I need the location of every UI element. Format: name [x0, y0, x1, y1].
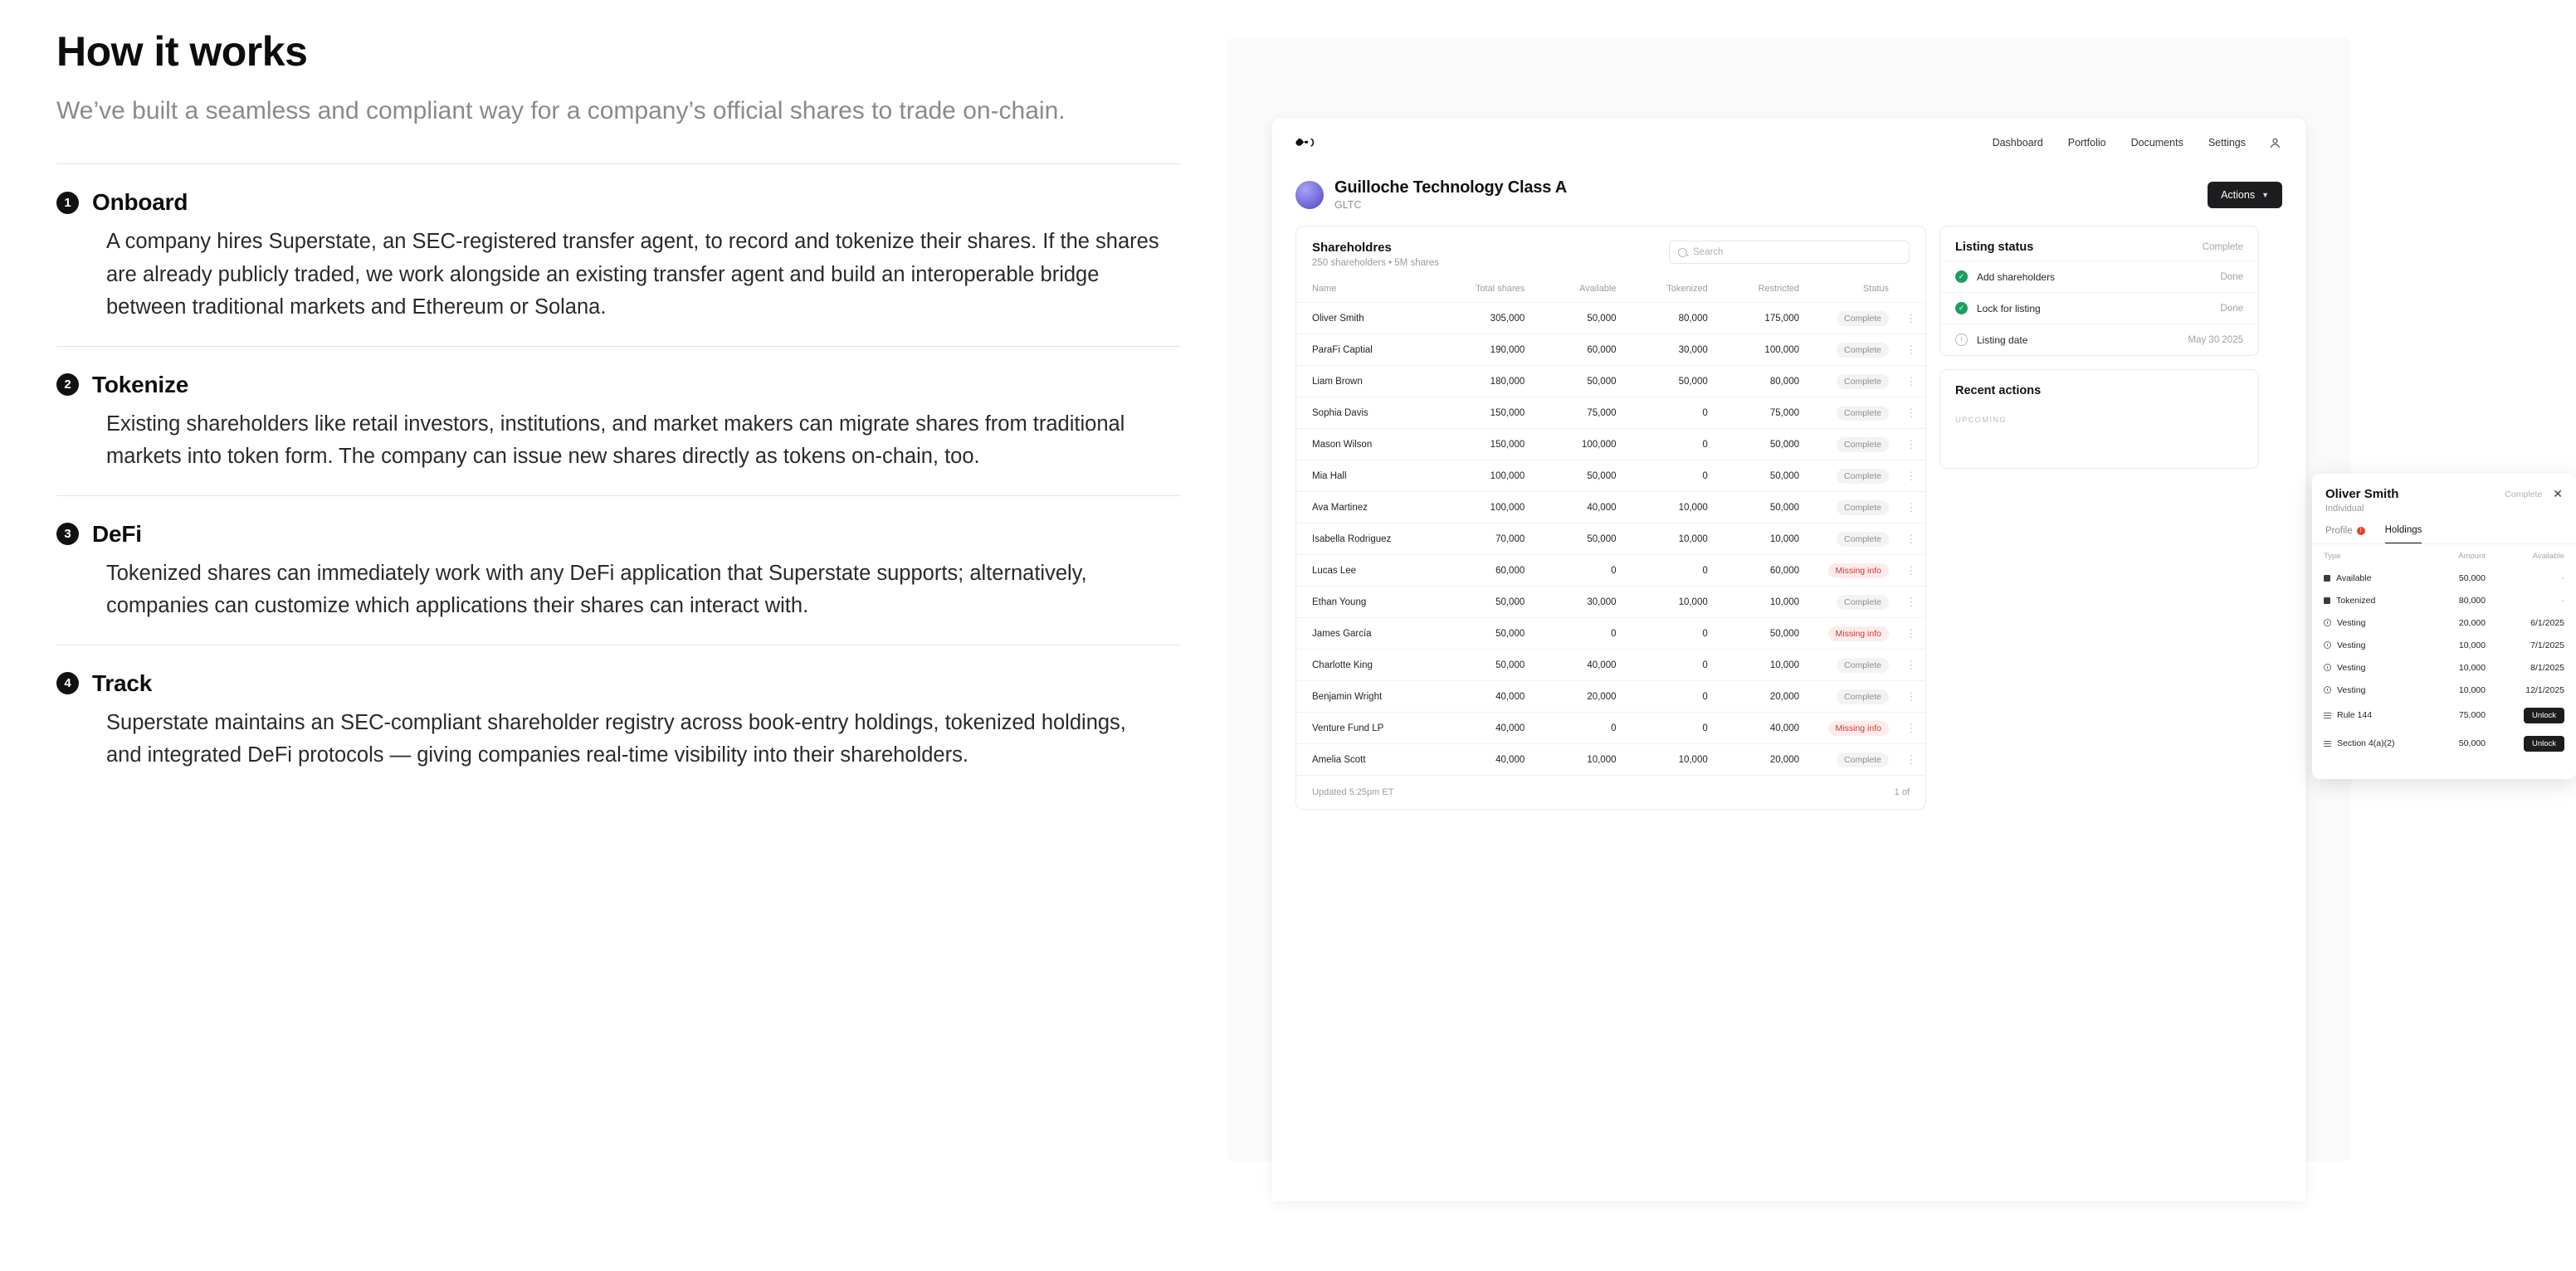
table-row[interactable] — [1296, 713, 1925, 744]
cell-holding-type — [2312, 679, 2418, 701]
cell-total-shares: 180,000 — [1442, 366, 1533, 397]
product-showcase-panel — [1227, 37, 2564, 1161]
step-number: 2 — [56, 373, 79, 396]
step-number: 1 — [56, 192, 79, 214]
page-title: How it works — [56, 28, 308, 75]
step-body: Existing shareholders like retail investors, institutions, and market makers can migrate shares from traditional markets into token form. The company can issue new shares directly as tokens on-chain, too. — [106, 411, 1125, 469]
cell-holding-amount: 10,000 — [2458, 684, 2486, 695]
table-header-row — [1296, 279, 1925, 303]
cell-available: 20,000 — [1533, 681, 1624, 713]
row-menu-icon[interactable]: ⋮ — [1897, 523, 1925, 555]
cell-tokenized: 0 — [1625, 618, 1716, 650]
actions-button-label: Actions — [2221, 188, 2256, 201]
recent-actions-kicker: UPCOMING — [1955, 416, 2007, 425]
holding-type-label: Vesting — [2337, 617, 2366, 628]
shareholders-title: Shareholdres — [1312, 241, 1392, 255]
tab-holdings[interactable] — [2385, 525, 2422, 543]
col-holding-available: Available — [2532, 552, 2564, 561]
step-onboard — [56, 164, 1185, 346]
cell-total-shares: 100,000 — [1442, 460, 1533, 492]
shareholders-titles — [1312, 241, 1439, 268]
cell-name: Lucas Lee — [1296, 555, 1442, 587]
company-name: Guilloche Technology Class A — [1334, 178, 1568, 197]
row-menu-icon[interactable]: ⋮ — [1897, 334, 1925, 366]
shareholders-table — [1296, 279, 1925, 775]
status-badge: Complete — [1837, 469, 1889, 484]
cell-name: James García — [1296, 618, 1442, 650]
square-icon — [2324, 597, 2330, 604]
row-menu-icon[interactable]: ⋮ — [1897, 744, 1925, 776]
clock-icon — [2324, 619, 2331, 626]
cell-status — [1808, 681, 1897, 713]
status-badge: Complete — [1837, 500, 1889, 515]
user-avatar-icon[interactable] — [2267, 135, 2282, 150]
cell-name: Charlotte King — [1296, 650, 1442, 681]
cell-restricted: 60,000 — [1716, 555, 1808, 587]
company-header — [1272, 167, 2305, 226]
cell-holding-amount: 75,000 — [2458, 710, 2486, 720]
col-status[interactable]: Status — [1862, 284, 1889, 294]
cell-holding-available — [2497, 729, 2576, 757]
cell-name: Ava Martinez — [1296, 492, 1442, 523]
cell-available: 75,000 — [1533, 397, 1624, 429]
cell-status — [1808, 492, 1897, 523]
cell-available: 50,000 — [1533, 460, 1624, 492]
listing-step-lock-for-listing[interactable] — [1940, 292, 2258, 324]
col-total-shares[interactable]: Total shares — [1475, 284, 1525, 294]
cell-status — [1808, 334, 1897, 366]
cell-total-shares: 40,000 — [1442, 681, 1533, 713]
step-body: A company hires Superstate, an SEC-registered transfer agent, to record and tokenize their shares. If the shares are already publicly traded, we work alongside an existing transfer agent and build an interoperable bridge between traditional markets and Ethereum or Solana. — [106, 230, 1159, 319]
cell-name: ParaFi Captial — [1296, 334, 1442, 366]
drawer-status-badge: Complete — [2505, 489, 2543, 499]
nav-item-dashboard[interactable]: Dashboard — [1992, 137, 2043, 149]
listing-step-listing-date[interactable] — [1940, 324, 2258, 355]
cell-restricted: 20,000 — [1716, 744, 1808, 776]
step-track — [56, 645, 1185, 794]
table-row[interactable] — [1296, 334, 1925, 366]
cell-total-shares: 40,000 — [1442, 713, 1533, 744]
status-badge: Complete — [1837, 752, 1889, 767]
cell-name: Amelia Scott — [1296, 744, 1442, 776]
cell-status — [1808, 618, 1897, 650]
cell-restricted: 80,000 — [1716, 366, 1808, 397]
check-circle-icon: ✓ — [1955, 302, 1968, 314]
cell-holding-type — [2312, 729, 2418, 757]
table-footer — [1296, 775, 1925, 809]
drawer-header — [2312, 474, 2576, 514]
cell-holding-type — [2312, 567, 2418, 589]
cell-tokenized: 0 — [1625, 460, 1716, 492]
row-menu-icon[interactable]: ⋮ — [1897, 681, 1925, 713]
col-name[interactable]: Name — [1312, 284, 1337, 294]
cell-total-shares: 50,000 — [1442, 650, 1533, 681]
cell-available: 30,000 — [1533, 587, 1624, 618]
holding-type-label: Section 4(a)(2) — [2337, 738, 2395, 748]
chevron-down-icon: ▼ — [2261, 190, 2269, 199]
cell-tokenized: 80,000 — [1625, 303, 1716, 334]
holdings-table — [2312, 544, 2576, 757]
step-defi — [56, 496, 1185, 645]
cell-holding-type — [2312, 701, 2418, 729]
row-menu-icon[interactable]: ⋮ — [1897, 618, 1925, 650]
cell-total-shares: 70,000 — [1442, 523, 1533, 555]
company-identity — [1334, 178, 1567, 211]
step-body: Superstate maintains an SEC-compliant shareholder registry across book-entry holdings, tokenized holdings, and integrated DeFi protocols — giving companies real-time visibility into their shareholders. — [106, 710, 1126, 767]
how-it-works-section — [56, 28, 1185, 794]
holdings-table-body — [2312, 567, 2576, 757]
square-icon — [2324, 575, 2330, 582]
nav-links — [1993, 137, 2246, 149]
drawer-shareholder-type: Individual — [2325, 504, 2364, 514]
cell-available: 50,000 — [1533, 366, 1624, 397]
holdings-table-header — [2312, 544, 2576, 567]
cell-tokenized: 0 — [1625, 681, 1716, 713]
cell-name: Mia Hall — [1296, 460, 1442, 492]
cell-tokenized: 0 — [1625, 429, 1716, 460]
cell-holding-available: 12/1/2025 — [2525, 684, 2564, 695]
cell-name: Venture Fund LP — [1296, 713, 1442, 744]
bars-icon — [2324, 740, 2331, 748]
row-menu-icon[interactable]: ⋮ — [1897, 397, 1925, 429]
cell-tokenized: 0 — [1625, 650, 1716, 681]
table-row[interactable] — [1296, 587, 1925, 618]
close-icon[interactable]: ✕ — [2553, 487, 2563, 500]
status-badge: Missing info — [1828, 721, 1889, 736]
cell-holding-type — [2312, 634, 2418, 656]
actions-button[interactable] — [2208, 182, 2282, 208]
step-title: Onboard — [92, 189, 188, 216]
table-row[interactable] — [1296, 555, 1925, 587]
cell-total-shares: 60,000 — [1442, 555, 1533, 587]
company-ticker: GLTC — [1334, 199, 1362, 211]
cell-available: 10,000 — [1533, 744, 1624, 776]
cell-holding-amount: 50,000 — [2458, 738, 2486, 748]
step-tokenize — [56, 347, 1185, 495]
table-row[interactable] — [1296, 460, 1925, 492]
clock-icon — [2324, 686, 2331, 694]
cell-restricted: 75,000 — [1716, 397, 1808, 429]
recent-actions-title: Recent actions — [1955, 384, 2042, 397]
nav-item-settings[interactable]: Settings — [2208, 137, 2246, 149]
cell-status — [1808, 650, 1897, 681]
search-placeholder: Search — [1693, 247, 1724, 257]
row-menu-icon[interactable]: ⋮ — [1897, 366, 1925, 397]
cell-name: Ethan Young — [1296, 587, 1442, 618]
holdings-row — [2312, 656, 2576, 679]
cell-restricted: 10,000 — [1716, 650, 1808, 681]
cell-tokenized: 30,000 — [1625, 334, 1716, 366]
table-body — [1296, 303, 1925, 776]
company-logo-icon — [1295, 181, 1324, 209]
holding-type-label: Tokenized — [2336, 595, 2376, 606]
table-row[interactable] — [1296, 366, 1925, 397]
holding-type-label: Rule 144 — [2337, 710, 2373, 720]
status-badge: Missing info — [1828, 626, 1889, 641]
clock-icon — [1955, 334, 1968, 346]
status-badge: Complete — [1837, 311, 1889, 326]
app-body — [1272, 226, 2305, 810]
cell-status — [1808, 366, 1897, 397]
row-menu-icon[interactable]: ⋮ — [1897, 555, 1925, 587]
status-badge: Complete — [1837, 595, 1889, 610]
holdings-row — [2312, 634, 2576, 656]
shareholders-card — [1295, 226, 1926, 810]
cell-available: 40,000 — [1533, 650, 1624, 681]
cell-tokenized: 0 — [1625, 713, 1716, 744]
infinity-logo-icon[interactable] — [1295, 134, 1314, 152]
cell-available: 0 — [1533, 713, 1624, 744]
cell-holding-available — [2497, 567, 2576, 589]
status-badge: Complete — [1837, 689, 1889, 704]
table-row[interactable] — [1296, 650, 1925, 681]
table-row[interactable] — [1296, 681, 1925, 713]
listing-step-value: Done — [2220, 271, 2243, 282]
step-number: 4 — [56, 672, 79, 694]
col-holding-type: Type — [2324, 552, 2341, 561]
listing-status-badge: Complete — [2202, 242, 2243, 252]
tab-profile[interactable] — [2325, 525, 2365, 543]
holdings-row — [2312, 589, 2576, 611]
clock-icon — [2324, 664, 2331, 671]
status-badge: Complete — [1837, 406, 1889, 421]
col-restricted[interactable]: Restricted — [1758, 284, 1799, 294]
recent-actions-header — [1940, 370, 2258, 407]
cell-available: 40,000 — [1533, 492, 1624, 523]
table-row[interactable] — [1296, 303, 1925, 334]
listing-step-add-shareholders[interactable] — [1940, 261, 2258, 292]
holding-type-label: Vesting — [2337, 640, 2366, 650]
col-menu — [1897, 279, 1925, 303]
cell-tokenized: 0 — [1625, 397, 1716, 429]
step-title: Track — [92, 670, 153, 696]
listing-step-value: Done — [2220, 303, 2243, 314]
cell-tokenized: 50,000 — [1625, 366, 1716, 397]
cell-restricted: 10,000 — [1716, 523, 1808, 555]
right-column — [1939, 226, 2259, 810]
cell-holding-available: 6/1/2025 — [2530, 617, 2564, 628]
cell-status — [1808, 397, 1897, 429]
cell-restricted: 20,000 — [1716, 681, 1808, 713]
cell-total-shares: 50,000 — [1442, 587, 1533, 618]
table-row[interactable] — [1296, 618, 1925, 650]
cell-holding-amount: 80,000 — [2458, 595, 2486, 606]
holdings-row — [2312, 701, 2576, 729]
empty-value: - — [2561, 572, 2564, 583]
col-holding-amount: Amount — [2458, 552, 2486, 561]
cell-status — [1808, 555, 1897, 587]
tab-profile-label: Profile — [2325, 525, 2353, 536]
shareholders-subtitle: 250 shareholders • 5M shares — [1312, 258, 1439, 268]
updated-timestamp: Updated 5:25pm ET — [1312, 787, 1394, 797]
step-header — [56, 189, 1185, 216]
bars-icon — [2324, 712, 2331, 719]
cell-restricted: 175,000 — [1716, 303, 1808, 334]
cell-name: Sophia Davis — [1296, 397, 1442, 429]
cell-tokenized: 10,000 — [1625, 587, 1716, 618]
row-menu-icon[interactable]: ⋮ — [1897, 303, 1925, 334]
step-title: Tokenize — [92, 371, 189, 397]
cell-status — [1808, 587, 1897, 618]
table-row[interactable] — [1296, 492, 1925, 523]
cell-name: Oliver Smith — [1296, 303, 1442, 334]
cell-holding-available — [2497, 589, 2576, 611]
holding-type-label: Available — [2336, 572, 2372, 583]
listing-status-header — [1940, 226, 2258, 261]
cell-holding-type — [2312, 656, 2418, 679]
cell-available: 50,000 — [1533, 523, 1624, 555]
cell-restricted: 40,000 — [1716, 713, 1808, 744]
holdings-header-row — [2312, 544, 2576, 567]
cell-total-shares: 100,000 — [1442, 492, 1533, 523]
holding-type-label: Vesting — [2337, 662, 2366, 673]
listing-step-label: Add shareholders — [1977, 270, 2056, 283]
cell-holding-available: 7/1/2025 — [2530, 640, 2564, 650]
unlock-button[interactable]: Unlock — [2524, 736, 2564, 752]
cell-restricted: 50,000 — [1716, 460, 1808, 492]
holdings-row — [2312, 611, 2576, 634]
cell-total-shares: 150,000 — [1442, 397, 1533, 429]
cell-holding-available: 8/1/2025 — [2530, 662, 2564, 673]
status-badge: Complete — [1837, 437, 1889, 452]
cell-status — [1808, 713, 1897, 744]
holdings-row — [2312, 729, 2576, 757]
listing-status-title: Listing status — [1955, 241, 2034, 254]
status-badge: Complete — [1837, 374, 1889, 389]
nav-item-portfolio[interactable]: Portfolio — [2067, 137, 2106, 149]
holding-type-label: Vesting — [2337, 684, 2366, 695]
row-menu-icon[interactable]: ⋮ — [1897, 492, 1925, 523]
listing-step-label: Lock for listing — [1977, 302, 2041, 314]
holdings-row — [2312, 679, 2576, 701]
cell-restricted: 50,000 — [1716, 429, 1808, 460]
cell-status — [1808, 460, 1897, 492]
app-window-mock — [1272, 119, 2564, 1201]
step-header — [56, 521, 1185, 548]
table-row[interactable] — [1296, 429, 1925, 460]
empty-value: - — [2561, 595, 2564, 606]
cell-holding-amount: 10,000 — [2458, 662, 2486, 673]
cell-tokenized: 0 — [1625, 555, 1716, 587]
cell-holding-amount: 20,000 — [2458, 617, 2486, 628]
row-menu-icon[interactable]: ⋮ — [1897, 713, 1925, 744]
search-input[interactable] — [1669, 241, 1910, 264]
cell-holding-type — [2312, 589, 2418, 611]
cell-holding-type — [2312, 611, 2418, 634]
shareholders-card-header — [1296, 226, 1925, 279]
status-badge: Complete — [1837, 658, 1889, 673]
table-row[interactable] — [1296, 744, 1925, 776]
cell-total-shares: 150,000 — [1442, 429, 1533, 460]
listing-status-card — [1939, 226, 2259, 356]
cell-status — [1808, 303, 1897, 334]
nav-item-documents[interactable]: Documents — [2130, 137, 2183, 149]
drawer-shareholder-name: Oliver Smith — [2325, 487, 2399, 501]
cell-available: 100,000 — [1533, 429, 1624, 460]
check-circle-icon: ✓ — [1955, 270, 1968, 283]
step-header — [56, 372, 1185, 398]
cell-name: Benjamin Wright — [1296, 681, 1442, 713]
cell-holding-amount: 50,000 — [2458, 572, 2486, 583]
cell-tokenized: 10,000 — [1625, 523, 1716, 555]
cell-name: Mason Wilson — [1296, 429, 1442, 460]
holdings-row — [2312, 567, 2576, 589]
cell-restricted: 50,000 — [1716, 618, 1808, 650]
table-header — [1296, 279, 1925, 303]
cell-total-shares: 305,000 — [1442, 303, 1533, 334]
row-menu-icon[interactable]: ⋮ — [1897, 587, 1925, 618]
recent-actions-card — [1939, 369, 2259, 469]
cell-tokenized: 10,000 — [1625, 492, 1716, 523]
cell-name: Liam Brown — [1296, 366, 1442, 397]
cell-holding-amount: 10,000 — [2458, 640, 2486, 650]
cell-name: Isabella Rodriguez — [1296, 523, 1442, 555]
cell-total-shares: 190,000 — [1442, 334, 1533, 366]
row-menu-icon[interactable]: ⋮ — [1897, 650, 1925, 681]
listing-step-label: Listing date — [1977, 334, 2028, 346]
unlock-button[interactable]: Unlock — [2524, 708, 2564, 723]
cell-available: 50,000 — [1533, 303, 1624, 334]
table-row[interactable] — [1296, 397, 1925, 429]
status-badge: Complete — [1837, 343, 1889, 358]
cell-restricted: 10,000 — [1716, 587, 1808, 618]
warning-badge-icon: ! — [2357, 527, 2365, 535]
col-tokenized[interactable]: Tokenized — [1666, 284, 1708, 294]
status-badge: Missing info — [1828, 563, 1889, 578]
cell-holding-available — [2497, 701, 2576, 729]
drawer-identity — [2325, 487, 2398, 514]
page-subtitle: We’ve built a seamless and compliant way for a company’s official shares to trade on-chain. — [56, 97, 1066, 124]
cell-restricted: 50,000 — [1716, 492, 1808, 523]
cell-available: 0 — [1533, 618, 1624, 650]
row-menu-icon[interactable]: ⋮ — [1897, 429, 1925, 460]
cell-total-shares: 50,000 — [1442, 618, 1533, 650]
cell-restricted: 100,000 — [1716, 334, 1808, 366]
step-title: DeFi — [92, 520, 142, 547]
listing-step-value: May 30 2025 — [2188, 334, 2243, 345]
col-available[interactable]: Available — [1579, 284, 1617, 294]
step-number: 3 — [56, 523, 79, 545]
clock-icon — [2324, 641, 2331, 649]
shareholder-detail-drawer — [2312, 474, 2576, 779]
row-menu-icon[interactable]: ⋮ — [1897, 460, 1925, 492]
pagination-label[interactable]: 1 of — [1894, 787, 1910, 797]
step-header — [56, 670, 1185, 697]
cell-status — [1808, 429, 1897, 460]
cell-available: 60,000 — [1533, 334, 1624, 366]
drawer-tabs — [2312, 514, 2576, 544]
search-icon — [1678, 248, 1687, 257]
table-row[interactable] — [1296, 523, 1925, 555]
app-navbar — [1272, 119, 2305, 167]
cell-status — [1808, 744, 1897, 776]
cell-total-shares: 40,000 — [1442, 744, 1533, 776]
cell-tokenized: 10,000 — [1625, 744, 1716, 776]
tab-holdings-label: Holdings — [2384, 525, 2422, 535]
status-badge: Complete — [1837, 532, 1889, 547]
cell-available: 0 — [1533, 555, 1624, 587]
step-body: Tokenized shares can immediately work with any DeFi application that Superstate supports; alternatively, companies can customize which applications their shares can interact with. — [106, 561, 1087, 618]
cell-status — [1808, 523, 1897, 555]
